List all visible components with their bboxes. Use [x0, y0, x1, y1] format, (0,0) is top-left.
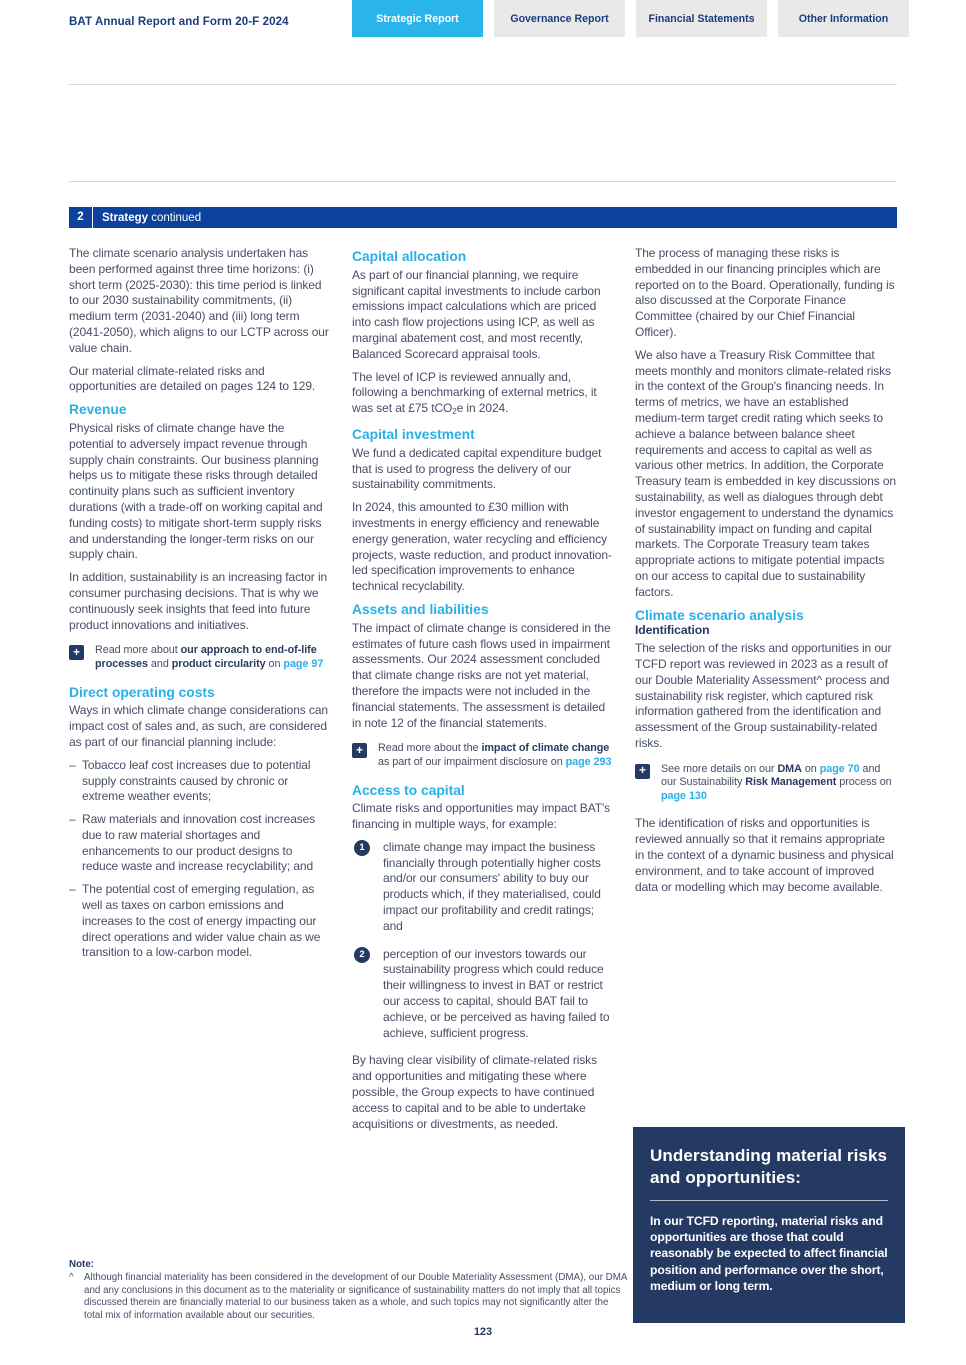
paragraph: As part of our financial planning, we require significant capital investments to include carbon emissions impact calculations which are priced into cash flow projections using ICP, as well as marginal abatement cost, and most recently, Balanced Scorecard appraisal tools.: [352, 267, 601, 361]
paragraph: The process of managing these risks is embedded in our financing principles which are reported on to the Board. Operationally, funding is also discussed at the Corporate Finance Committee (chaired by our Chief Financial Officer).: [635, 246, 895, 339]
section-title: Strategy continued: [102, 211, 202, 224]
plus-icon: +: [635, 764, 650, 779]
info-box-material-risks: [633, 1127, 905, 1323]
report-title: BAT Annual Report and Form 20-F 2024: [69, 16, 289, 28]
paragraph: Physical risks of climate change have the potential to adversely impact revenue through supply chain constraints. Our business planning helps us to mitigate these risks through detailed continuity plans such as sufficient inventory durations (with a trade-off on working capital and funding costs) to mitigate short-term supply risks and understanding the longer-term risks on our supply chain.: [69, 420, 323, 562]
section-number: 2: [69, 207, 93, 228]
footnote-block: [69, 1259, 627, 1322]
page-number: 123: [473, 1326, 493, 1338]
heading-climate-scenario-analysis: Climate scenario analysis: [635, 607, 804, 623]
read-more-callout: [352, 742, 614, 769]
paragraph: In addition, sustainability is an increasing factor in consumer purchasing decisions. That is why we continuously seek insights that feed into future product innovations and initiatives.: [69, 570, 328, 632]
plus-icon: +: [69, 645, 84, 660]
bullet-item: – The potential cost of emerging regulation, as well as taxes on carbon emissions and increases to the cost of energy impacting our direct operations and wider value chain as we transition to a low-carbon model.: [69, 882, 321, 960]
paragraph: In 2024, this amounted to £30 million with investments in energy efficiency and renewable energy generation, water recycling and efficiency projects, waste reduction, and product innovation-led specification improvements to enhance technical recyclability.: [352, 500, 612, 594]
page-link-293[interactable]: page 293: [565, 755, 612, 768]
paragraph: The identification of risks and opportunities is reviewed annually so that it remains appropriate in the context of a dynamic business and physical environment, and to take account of improved data or modelling which may become available.: [635, 816, 894, 894]
subheading-identification: Identification: [635, 623, 710, 638]
tab-other-information[interactable]: Other Information: [778, 0, 909, 37]
bullet-dash: –: [69, 882, 76, 897]
number-badge: 1: [354, 840, 370, 856]
page-link-70[interactable]: page 70: [819, 762, 860, 775]
paragraph: Our material climate-related risks and opportunities are detailed on pages 124 to 129.: [69, 363, 316, 394]
bullet-item: – Tobacco leaf cost increases due to potential supply constraints caused by chronic or extreme weather events;: [69, 757, 311, 804]
paragraph: Climate risks and opportunities may impact BAT's financing in multiple ways, for example:: [352, 801, 611, 832]
info-box-divider: [650, 1200, 888, 1201]
paragraph: The climate scenario analysis undertaken has been performed against three time horizons: (i) short term (2025-2030): this time period is linked to our 2030 sustainability commitments, (ii) medium term (2031-2040) and (iii) long term (2041-2050), which aligns to our LCTP across our value chain.: [69, 246, 329, 355]
paragraph: By having clear visibility of climate-related risks and opportunities and mitigating these where possible, the Group expects to have continued access to capital and to be able to undertake acquisitions or divestments, as needed.: [352, 1053, 597, 1131]
paragraph: The impact of climate change is considered in the estimates of future cash flows used in impairment assessments. Our 2024 assessment concluded that climate change risks are not yet material, therefore the impacts were not included in the financial statements. The assessment is detailed in note 12 of the financial statements.: [352, 620, 611, 730]
info-box-body: In our TCFD reporting, material risks and opportunities are those that could reasonably be expected to affect financial position and performance over the short, medium or long term.: [650, 1214, 888, 1293]
section-tabs: [352, 0, 909, 37]
heading-capital-allocation: Capital allocation: [352, 249, 467, 264]
tab-financial-statements[interactable]: Financial Statements: [636, 0, 767, 37]
column-3: [635, 246, 897, 1139]
read-more-callout: [635, 763, 897, 804]
footnote-label: Note:: [69, 1259, 95, 1270]
read-more-callout: [69, 644, 331, 671]
paragraph: Ways in which climate change considerations can impact cost of sales and, as such, are considered as part of our financial planning include:: [69, 703, 328, 749]
section-banner: [69, 207, 897, 228]
tab-strategic-report[interactable]: Strategic Report: [352, 0, 483, 37]
content-columns: [69, 246, 897, 1139]
header-rule-bottom: [69, 181, 897, 182]
heading-direct-operating-costs: Direct operating costs: [69, 684, 215, 700]
plus-icon: +: [352, 743, 367, 758]
callout-text: Read more about the impact of climate change as part of our impairment disclosure on page 293: [378, 742, 612, 768]
column-2: [352, 246, 614, 1139]
number-badge: 2: [354, 947, 370, 963]
heading-capital-investment: Capital investment: [352, 426, 475, 442]
column-1: [69, 246, 331, 1139]
footnote: ^ Although financial materiality has been considered in the development of our Double Materiality Assessment (DMA), our DMA and any conclusions in this document as to the materiality or significance of sustainability matters do not imply that all topics discussed therein are financially material to our business taken as a whole, and such topics may not significantly alter the total mix of information available about our securities.: [69, 1272, 627, 1321]
footnote-marker: ^: [69, 1272, 74, 1284]
heading-access-to-capital: Access to capital: [352, 782, 465, 798]
header-rule-top: [69, 84, 897, 85]
heading-revenue: Revenue: [69, 402, 127, 418]
info-box-title: Understanding material risks and opportunities:: [650, 1146, 888, 1187]
heading-assets-liabilities: Assets and liabilities: [352, 601, 489, 617]
tab-governance-report[interactable]: Governance Report: [494, 0, 625, 37]
paragraph: We also have a Treasury Risk Committee that meets monthly and monitors climate-related risks in the context of the Group's financing needs. In terms of metrics, we have an established medium-term target credit rating which seeks to achieve a balance between balance sheet requirements and access to capital as well as various other metrics. In addition, the Corporate Treasury team is embedded in key discussions on sustainability, as well as dialogues through debt investor engagement to understand the dynamics of sustainability impact on funding and capital markets. The Corporate Treasury team takes appropriate actions to mitigate potential impacts on our access to capital due to sustainability factors.: [635, 347, 896, 599]
numbered-item: 2 perception of our investors towards our sustainability progress which could reduce their willingness to invest in BAT or restrict our access to capital, should BAT fail to achieve, or be perceived as having failed to achieve, sufficient progress.: [352, 947, 614, 1042]
numbered-item: 1 climate change may impact the business financially through potentially higher costs and/or our consumers' ability to buy our products which, if they materialised, could impact our profitability and credit ratings; and: [352, 840, 614, 935]
page-link-97[interactable]: page 97: [283, 657, 324, 670]
bullet-dash: –: [69, 757, 76, 772]
subscript-2: 2: [452, 407, 457, 417]
bullet-item: – Raw materials and innovation cost increases due to raw material shortages and enhancements to our product designs to reduce waste and increase recyclability; and: [69, 812, 316, 874]
paragraph: The level of ICP is reviewed annually and, following a benchmarking of external metrics, it was set at £75 tCO$_2$e in 2024.: [352, 369, 597, 417]
callout-text: Read more about our approach to end-of-life processes and product circularity on page 97: [95, 644, 324, 670]
bullet-dash: –: [69, 812, 76, 827]
page-link-130[interactable]: page 130: [661, 789, 707, 802]
callout-text: See more details on our DMA on page 70 and our Sustainability Risk Management process on page 130: [661, 762, 892, 802]
paragraph: The selection of the risks and opportunities in our TCFD report was reviewed in 2023 as a result of our Double Materiality Assessment^ process and sustainability risk register, which captured risk information gathered from the identification and assessment of the Group sustainability-related risks.: [635, 641, 892, 750]
paragraph: We fund a dedicated capital expenditure budget that is used to progress the delivery of our sustainability commitments.: [352, 445, 602, 492]
